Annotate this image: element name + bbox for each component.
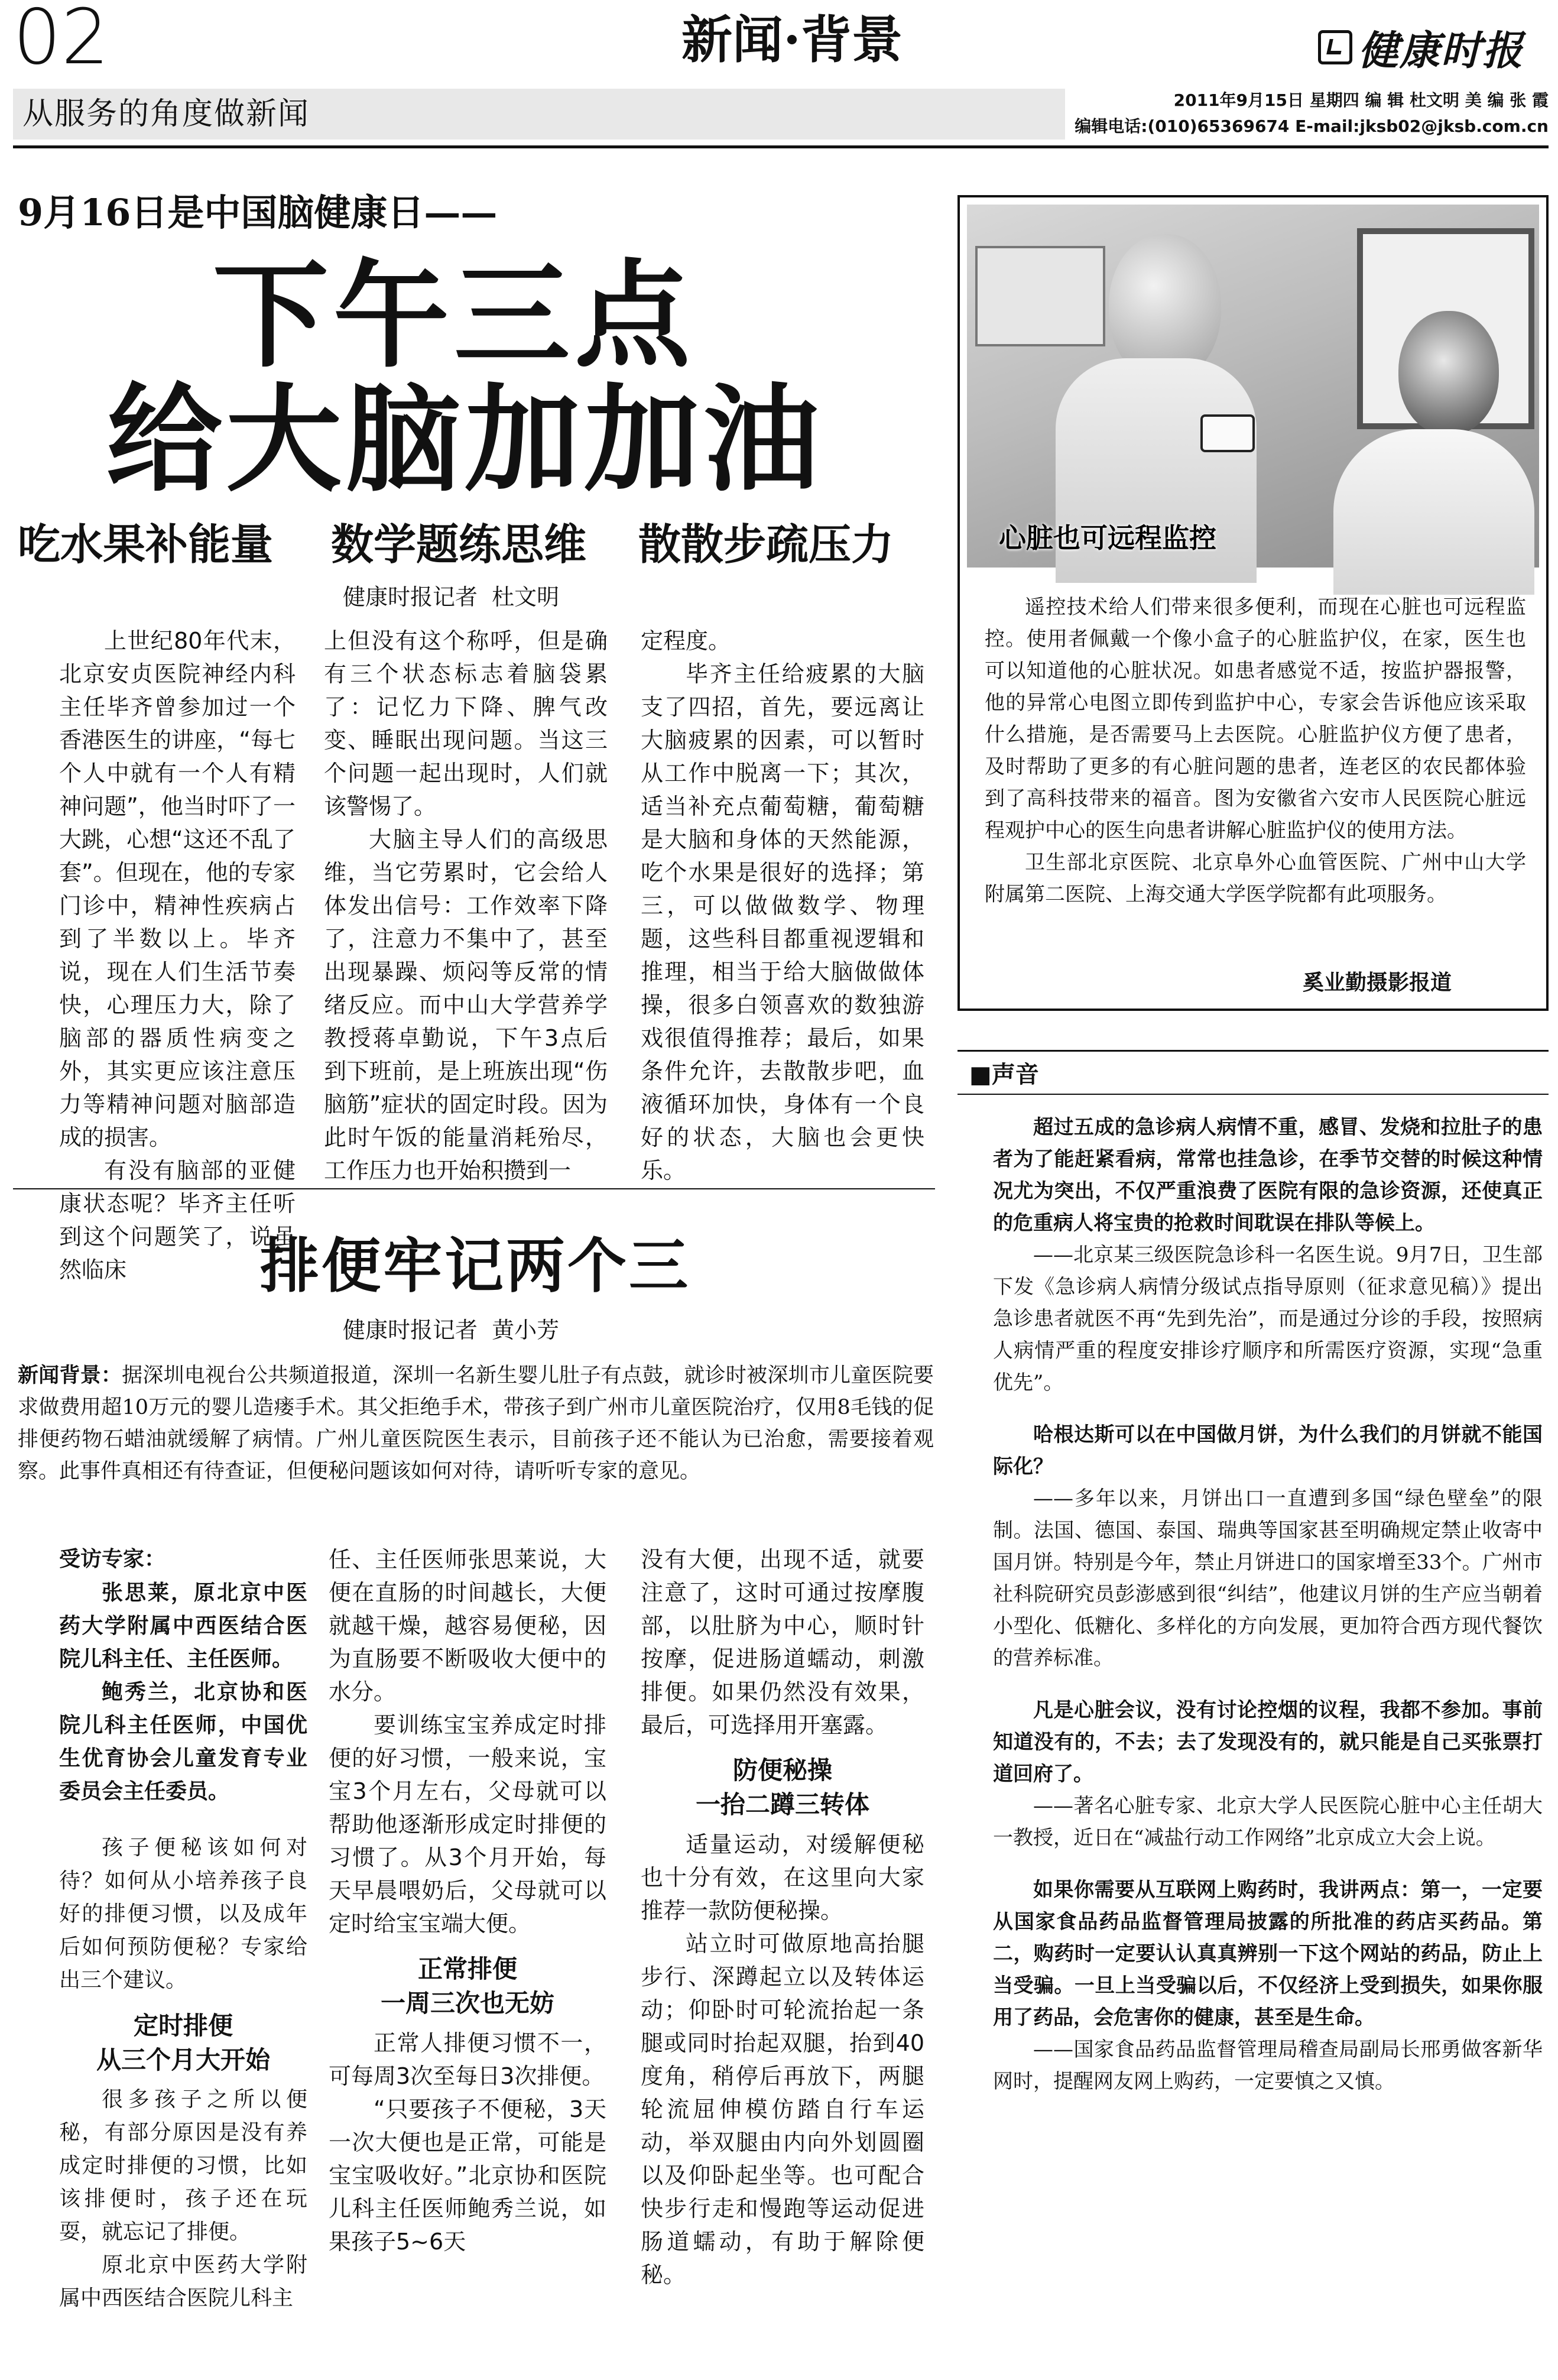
paragraph: 上世纪80年代末，北京安贞医院神经内科主任毕齐曾参加过一个香港医生的讲座，“每七个人中就有一个人有精神问题”，他当时吓了一大跳，心想“这还不乱了套”。但现在，他的专家门诊中，精神性疾病占到了半数以上。毕齐说，现在人们生活节奏快，心理压力大，除了脑部的器质性病变之外，其实更应该注意压力等精神问题对脑部造成的损害。 bbox=[59, 628, 296, 1150]
voices-title: ■声音 bbox=[969, 1061, 1039, 1088]
headline-line-2: 给大脑加加油 bbox=[106, 373, 823, 508]
expert-2: 鲍秀兰，北京协和医院儿科主任医师，中国优生优育协会儿童发育专业委员会主任委员。 bbox=[59, 1679, 307, 1804]
section-title: 新闻·背景 bbox=[681, 10, 903, 70]
main-col-2 bbox=[324, 624, 608, 1183]
voice-quote: 哈根达斯可以在中国做月饼，为什么我们的月饼就不能国际化？ bbox=[993, 1423, 1543, 1478]
newspaper-logo bbox=[1318, 24, 1543, 74]
background-label: 新闻背景： bbox=[18, 1364, 122, 1387]
experts-label: 受访专家： bbox=[59, 1547, 166, 1571]
main-col-1 bbox=[59, 624, 296, 1283]
paragraph: 毕齐主任给疲累的大脑支了四招，首先，要远离让大脑疲累的因素，可以暂时从工作中脱离一下；其次，适当补充点葡萄糖，葡萄糖是大脑和身体的天然能源，吃个水果是很好的选择；第三，可以做做数学、物理题，这些科目都重视逻辑和推理，相当于给大脑做做体操，很多白领喜欢的数独游戏很值得推荐；最后，如果条件允许，去散散步吧，血液循环加快，身体有一个良好的状态，大脑也会更快乐。 bbox=[641, 661, 924, 1183]
voices-top-rule bbox=[957, 1050, 1549, 1052]
subhead bbox=[641, 1753, 924, 1822]
subhead-3: 散散步疏压力 bbox=[638, 519, 894, 569]
article-kicker: 9月16日是中国脑健康日—— bbox=[18, 191, 498, 234]
contact-line: 编辑电话:(010)65369674 E-mail:jksb02@jksb.com.cn bbox=[1075, 116, 1549, 136]
subhead bbox=[59, 2009, 307, 2077]
expert-1: 张思莱，原北京中医药大学附属中西医结合医院儿科主任、主任医师。 bbox=[59, 1580, 307, 1671]
main-byline: 健康时报记者 杜文明 bbox=[343, 584, 560, 610]
paragraph: 站立时可做原地高抬腿步行、深蹲起立以及转体运动；仰卧时可轮流抬起一条腿或同时抬起双腿，抬到40度角，稍停后再放下，两腿轮流屈伸模仿踏自行车运动，举双腿由内向外划圆圈以及仰卧起坐等。也可配合快步行走和慢跑等运动促进肠道蠕动，有助于解除便秘。 bbox=[641, 1931, 924, 2288]
page-number: 02 bbox=[13, 0, 109, 82]
subhead-line: 防便秘操 bbox=[732, 1756, 832, 1785]
news-photo bbox=[967, 205, 1539, 568]
paragraph: 定程度。 bbox=[641, 628, 731, 654]
photo-caption: 心脏也可远程监控 bbox=[999, 522, 1216, 554]
paragraph: 适量运动，对缓解便秘也十分有效，在这里向大家推荐一款防便秘操。 bbox=[641, 1831, 924, 1924]
paragraph: 任、主任医师张思莱说，大便在直肠的时间越长，大便就越干燥，越容易便秘，因为直肠要不断吸收大便中的水分。 bbox=[329, 1546, 606, 1705]
voice-source: ——北京某三级医院急诊科一名医生说。9月7日，卫生部下发《急诊病人病情分级试点指导原则（征求意见稿）》提出急诊患者就医不再“先到先治”，而是通过分诊的手段，按照病人病情严重的程度安排诊疗顺序和所需医疗资源，实现“急重优先”。 bbox=[993, 1243, 1543, 1395]
photo-story-text bbox=[985, 591, 1526, 910]
news-background bbox=[18, 1360, 934, 1487]
voice-quote: 如果你需要从互联网上购药时，我讲两点：第一，一定要从国家食品药品监督管理局披露的所批准的药店买药品。第二，购药时一定要认认真真辨别一下这个网站的药品，防止上当受骗。一旦上当受骗以后，不仅经济上受到损失，如果你服用了药品，会危害你的健康，甚至是生命。 bbox=[993, 1878, 1543, 2029]
subhead-1: 吃水果补能量 bbox=[18, 519, 274, 569]
paragraph: 正常人排便习惯不一，可每周3次至每日3次排便。 bbox=[329, 2030, 606, 2089]
paragraph: 很多孩子之所以便秘，有部分原因是没有养成定时排便的习惯，比如该排便时，孩子还在玩耍，就忘记了排便。 bbox=[59, 2087, 307, 2244]
voice-quote: 超过五成的急诊病人病情不重，感冒、发烧和拉肚子的患者为了能赶紧看病，常常也挂急诊，在季节交替的时候这种情况尤为突出，不仅严重浪费了医院有限的急诊资源，还使真正的危重病人将宝贵的抢救时间耽误在排队等候上。 bbox=[993, 1116, 1543, 1235]
second-col-1 bbox=[59, 1543, 307, 2310]
logo-mark-icon bbox=[1318, 30, 1352, 64]
second-headline: 排便牢记两个三 bbox=[260, 1231, 690, 1301]
slogan: 从服务的角度做新闻 bbox=[22, 96, 310, 132]
second-byline: 健康时报记者 黄小芳 bbox=[343, 1317, 560, 1343]
second-col-3 bbox=[641, 1543, 924, 2300]
voice-source: ——多年以来，月饼出口一直遭到多国“绿色壁垒”的限制。法国、德国、泰国、瑞典等国家甚至明确规定禁止收寄中国月饼。特别是今年，禁止月饼进口的国家增至33个。广州市社科院研究员彭澎感到很“纠结”，他建议月饼的生产应当朝着小型化、低糖化、多样化的方向发展，更加符合西方现代餐饮的营养标准。 bbox=[993, 1487, 1543, 1670]
paragraph: 没有大便，出现不适，就要注意了，这时可通过按摩腹部，以肚脐为中心，顺时针按摩，促进肠道蠕动，刺激排便。如果仍然没有效果，最后，可选择用开塞露。 bbox=[641, 1546, 924, 1738]
paragraph: 原北京中医药大学附属中西医结合医院儿科主 bbox=[59, 2253, 307, 2310]
header-rule bbox=[13, 145, 1549, 148]
paragraph: 大脑主导人们的高级思维，当它劳累时，它会给人体发出信号：工作效率下降了，注意力不集中了，甚至出现暴躁、烦闷等反常的情绪反应。而中山大学营养学教授蒋卓勤说，下午3点后到下班前，是上班族出现“伤脑筋”症状的固定时段。因为此时午饭的能量消耗殆尽，工作压力也开始积攒到一 bbox=[324, 826, 608, 1183]
paragraph: 孩子便秘该如何对待？如何从小培养孩子良好的排便习惯，以及成年后如何预防便秘？专家给出三个建议。 bbox=[59, 1836, 307, 1992]
doctor-figure bbox=[1298, 311, 1534, 583]
second-col-2 bbox=[329, 1543, 606, 2300]
voice-quote: 凡是心脏会议，没有讨论控烟的议程，我都不参加。事前知道没有的，不去；去了发现没有的，就只能是自己买张票打道回府了。 bbox=[993, 1698, 1543, 1786]
photo-credit: 奚业勤摄影报道 bbox=[1303, 971, 1452, 995]
main-col-3 bbox=[641, 624, 924, 1183]
photo-feature-box bbox=[957, 195, 1549, 1011]
paragraph: 卫生部北京医院、北京阜外心血管医院、广州中山大学附属第二医院、上海交通大学医学院都有此项服务。 bbox=[985, 851, 1526, 906]
issue-line: 2011年9月15日 星期四 编 辑 杜文明 美 编 张 霞 bbox=[1173, 90, 1549, 110]
paragraph: 遥控技术给人们带来很多便利，而现在心脏也可远程监控。使用者佩戴一个像小盒子的心脏监护仪，在家，医生也可以知道他的心脏状况。如患者感觉不适，按监护器报警，他的异常心电图立即传到监护中心，专家会告诉他应该采取什么措施，是否需要马上去医院。心脏监护仪方便了患者，及时帮助了更多的有心脏问题的患者，连老区的农民都体验到了高科技带来的福音。图为安徽省六安市人民医院心脏远程观护中心的医生向患者讲解心脏监护仪的使用方法。 bbox=[985, 595, 1526, 842]
voice-source: ——著名心脏专家、北京大学人民医院心脏中心主任胡大一教授，近日在“减盐行动工作网络”北京成立大会上说。 bbox=[993, 1794, 1543, 1850]
logo-text: 健康时报 bbox=[1358, 27, 1524, 74]
subhead bbox=[329, 1952, 606, 2021]
voices-list bbox=[993, 1111, 1543, 2118]
slogan-bar bbox=[13, 89, 1065, 140]
paragraph: 有没有脑部的亚健康状态呢？毕齐主任听到这个问题笑了，说虽然临床 bbox=[59, 1157, 296, 1283]
background-text: 据深圳电视台公共频道报道，深圳一名新生婴儿肚子有点鼓，就诊时被深圳市儿童医院要求做费用超10万元的婴儿造瘘手术。其父拒绝手术，带孩子到广州市儿童医院治疗，仅用8毛钱的促排便药物石蜡油就缓解了病情。广州儿童医院医生表示，目前孩子还不能认为已治愈，需要接着观察。此事件真相还有待查证，但便秘问题该如何对待，请听听专家的意见。 bbox=[18, 1364, 934, 1483]
subhead-line: 一周三次也无妨 bbox=[380, 1989, 554, 2018]
paragraph: 上但没有这个称呼，但是确有三个状态标志着脑袋累了：记忆力下降、脾气改变、睡眠出现问题。当这三个问题一起出现时，人们就该警惕了。 bbox=[324, 628, 608, 819]
section-divider bbox=[13, 1188, 935, 1189]
subhead-line: 定时排便 bbox=[133, 2011, 233, 2040]
paragraph: 要训练宝宝养成定时排便的好习惯，一般来说，宝宝3个月左右，父母就可以帮助他逐渐形成定时排便的习惯了。从3个月开始，每天早晨喂奶后，父母就可以定时给宝宝端大便。 bbox=[329, 1712, 606, 1937]
voices-title-rule bbox=[957, 1094, 1549, 1095]
subhead-2: 数学题练思维 bbox=[331, 519, 587, 569]
subhead-line: 从三个月大开始 bbox=[96, 2045, 270, 2074]
voice-source: ——国家食品药品监督管理局稽查局副局长邢勇做客新华网时，提醒网友网上购药，一定要慎之又慎。 bbox=[993, 2038, 1543, 2093]
paragraph: “只要孩子不便秘，3天一次大便也是正常，可能是宝宝吸收好。”北京协和医院儿科主任医师鲍秀兰说，如果孩子5~6天 bbox=[329, 2096, 606, 2255]
monitor-device bbox=[1200, 414, 1255, 452]
subhead-line: 一抬二蹲三转体 bbox=[695, 1790, 869, 1819]
subhead-line: 正常排便 bbox=[417, 1954, 517, 1983]
headline-line-1: 下午三点 bbox=[213, 249, 696, 384]
